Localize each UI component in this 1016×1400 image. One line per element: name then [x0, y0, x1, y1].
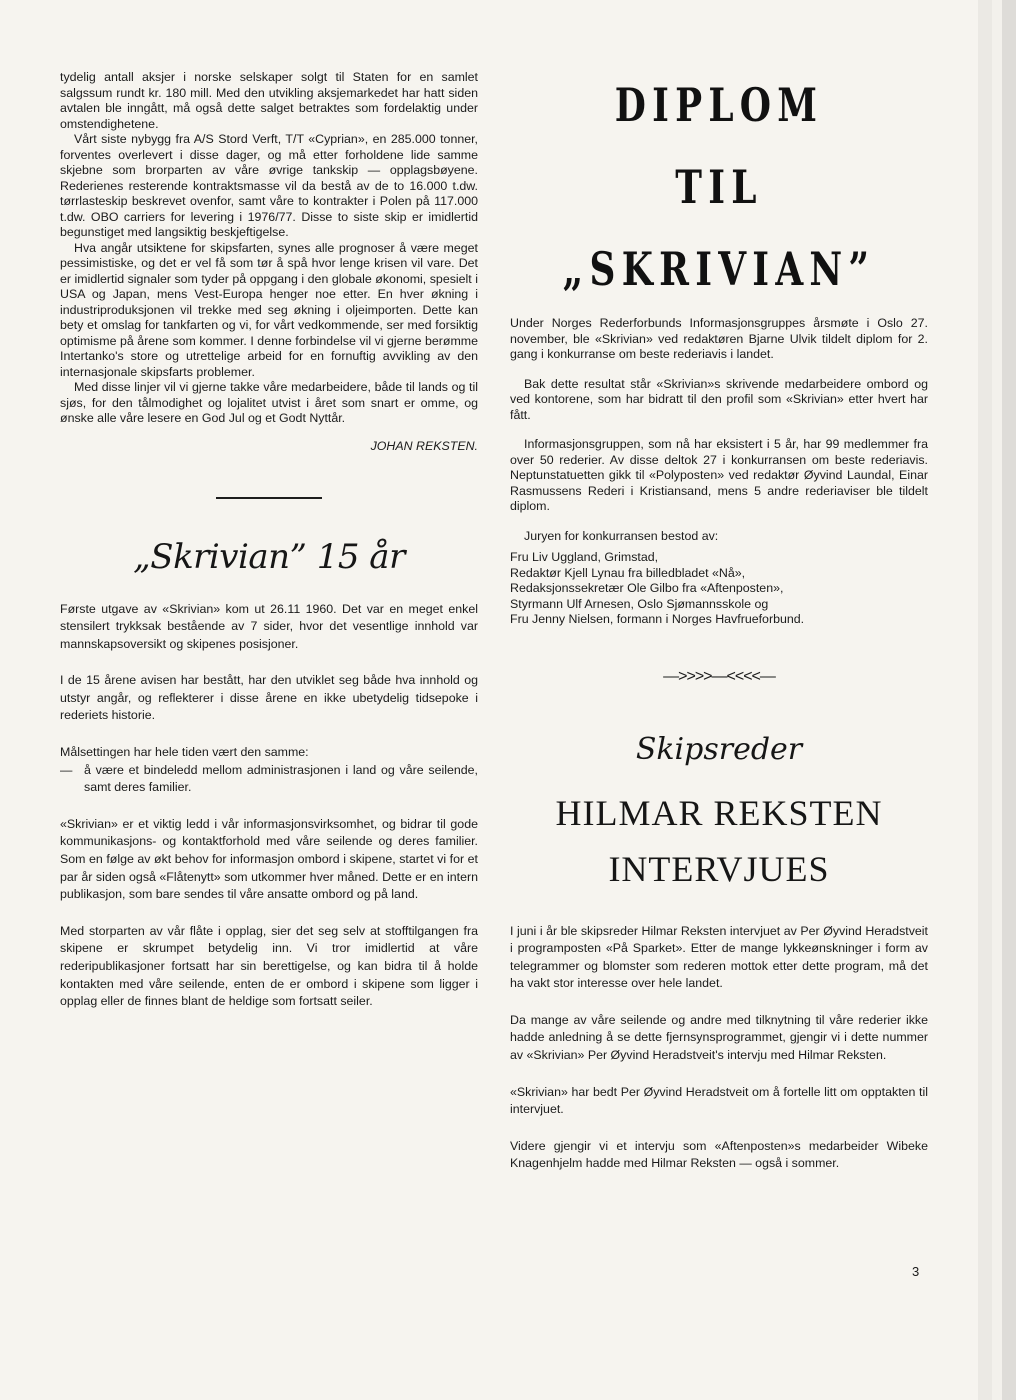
- intro-paragraph: tydelig antall aksjer i norske selskaper solgt til Staten for en samlet salgssum rundt kr. 180 mill. Med den utvikling aksjemarkedet har hatt siden avtalen ble inngått, må også dette salget betraktes som fordelaktig under omstendighetene.: [60, 70, 478, 131]
- dash-mark: —: [60, 762, 73, 777]
- article-paragraph: I de 15 årene avisen har bestått, har den utviklet seg både hva innhold og utstyr angår, og reflekterer i disse årene en ikke ubetydelig tidsepoke i rederiets historie.: [60, 673, 478, 723]
- page-number: 3: [912, 1264, 920, 1279]
- diplom-paragraph: Informasjonsgruppen, som nå har eksistert i 5 år, har 99 medlemmer fra over 50 rederier. Av disse deltok 27 i konkurransen om beste rederiavis. Neptunstatuetten gikk til «Polyposten» ved redaktør Øyvind Laundal, Einar Rasmussens Rederi i Kristiansand, mens 5 andre rederiaviser ble tildelt diplom.: [510, 437, 928, 513]
- intro-paragraph: Vårt siste nybygg fra A/S Stord Verft, T/T «Cyprian», en 285.000 tonner, forventes overlevert i disse dager, og må etter forholdene lide samme skjebne som brorparten av våre øvrige tankskip — opplagsbøyene. Rederienes resterende kontraktsmasse vil da bestå av de to 16.000 t.dw. tørrlasteskip beskrevet ovenfor, samt våre to kontrakter i Polen på 117.000 t.dw. OBO carriers for levering i 1976/77. Disse to siste skip er imidlertid begunstiget med langsiktig beskjeftigelse.: [60, 132, 478, 239]
- article-dash-item: [60, 762, 478, 797]
- interview-subhead: Skipsreder: [635, 731, 803, 767]
- diplom-title-line: TIL: [675, 160, 763, 214]
- page-edge: [992, 0, 1002, 1400]
- intro-letter: [60, 70, 478, 427]
- interview-paragraph: Videre gjengir vi et intervju som «Aftenposten»s medarbeider Wibeke Knagenhjelm hadde med Hilmar Reksten — også i sommer.: [510, 1138, 928, 1171]
- interview-headline: [510, 785, 928, 897]
- jury-member: Redaksjonssekretær Ole Gilbo fra «Aftenposten»,: [510, 581, 784, 595]
- intro-paragraph: Hva angår utsiktene for skipsfarten, synes alle prognoser å være meget pessimistiske, og det er vel få som tør å spå hvor lenge krisen vil vare. Det er imidlertid signaler som tyder på oppgang i den globale økonomi, spesielt i USA og Japan, mens Vest-Europa henger noe etter. En hver økning i industriproduksjonen vil trekke med seg økning i oljeimporten. Dette kan bety et omslag for tankfarten og vi, for vårt vedkommende, ser med forsiktig optimisme på årene som kommer. I denne forbindelse vil vi gjerne berømme Intertanko's store og utrettelige arbeid for en fornuftig avvikling av den internasjonale skipsfarts problemer.: [60, 240, 478, 379]
- intro-paragraph: Med disse linjer vil vi gjerne takke våre medarbeidere, både til lands og til sjøs, for den tålmodighet og lojalitet utvist i året som snart er omme, og ønske alle våre lesere en God Jul og et Godt Nyttår.: [60, 380, 478, 425]
- right-column: [510, 70, 928, 1173]
- jury-member: Fru Liv Uggland, Grimstad,: [510, 550, 659, 564]
- article-paragraph: Første utgave av «Skrivian» kom ut 26.11 1960. Det var en meget enkel stensilert trykksak bestående av 7 sider, hvor det vesentlige innhold var mannskapsoversikt og skipenes posisjoner.: [60, 601, 478, 651]
- interview-headline-line: INTERVJUES: [608, 848, 830, 889]
- jury-member: Styrmann Ulf Arnesen, Oslo Sjømannsskole og: [510, 596, 769, 611]
- article-paragraph: Med storparten av vår flåte i opplag, sier det seg selv at stofftilgangen fra skipene er skrumpet betydelig inn. Vi tror imidlertid at våre rederipublikasjoner fortsatt har sin berettigelse, og kan bidra til å holde kontakten med våre seilende, enten de er ombord i skipene som ligger i opplag eller de finnes blant de heldige som fortsatt seiler.: [60, 923, 478, 1009]
- jury-member: Redaktør Kjell Lynau fra billedbladet «Nå»,: [510, 565, 746, 580]
- dash-item-text: å være et bindeledd mellom administrasjonen i land og våre seilende, samt deres familier.: [84, 762, 478, 795]
- section-divider: [216, 497, 322, 499]
- article-paragraph: «Skrivian» er et viktig ledd i vår informasjonsvirksomhet, og bidrar til gode kommunikasjons- og kontaktforhold med våre seilende og deres familier. Som en følge av økt behov for informasjon ombord i skipene, startet vi for et par år siden også «Flåtenytt» som utkommer hver måned. Dette er en intern publikasjon, som bare sendes til våre ansatte ombord og på land.: [60, 816, 478, 902]
- diplom-paragraph: Under Norges Rederforbunds Informasjonsgruppes årsmøte i Oslo 27. november, ble «Skrivian» ved redaktøren Bjarne Ulvik tildelt diplom for 2. gang i konkurranse om beste rederiavis i landet.: [510, 316, 928, 361]
- diplom-title: [510, 70, 928, 304]
- article-paragraph: Målsettingen har hele tiden vært den samme:: [60, 745, 309, 760]
- signature: JOHAN REKSTEN.: [370, 438, 478, 453]
- diplom-title-line: DIPLOM: [614, 78, 824, 132]
- page-edge: [978, 0, 992, 1400]
- diplom-paragraph: Bak dette resultat står «Skrivian»s skrivende medarbeidere ombord og ved kontorene, som har bidratt til den profil som «Skrivian» etter hvert har fått.: [510, 376, 928, 422]
- diplom-title-line: „SKRIVIAN”: [562, 242, 876, 296]
- left-column: [60, 70, 478, 1011]
- interview-paragraph: «Skrivian» har bedt Per Øyvind Heradstveit om å fortelle litt om opptakten til intervjuet.: [510, 1084, 928, 1117]
- ornament-divider: —>>>>—<<<<—: [663, 667, 775, 685]
- jury-intro: Juryen for konkurransen bestod av:: [524, 528, 719, 543]
- interview-headline-line: HILMAR REKSTEN: [555, 792, 883, 833]
- page-edge: [1002, 0, 1016, 1400]
- jury-member: Fru Jenny Nielsen, formann i Norges Havfrueforbund.: [510, 612, 805, 626]
- interview-paragraph: I juni i år ble skipsreder Hilmar Reksten intervjuet av Per Øyvind Heradstveit i programposten «På Sparket». Etter de mange lykkeønskninger i form av telegrammer og blomster som rederen mottok etter dette program, må det ha vakt stor interesse over hele landet.: [510, 923, 928, 991]
- interview-paragraph: Da mange av våre seilende og andre med tilknytning til våre rederier ikke hadde anledning å se dette fjernsynsprogrammet, gjengir vi i dette nummer av «Skrivian» Per Øyvind Heradstveit's intervju med Hilmar Reksten.: [510, 1012, 928, 1063]
- article-title: „Skrivian” 15 år: [133, 536, 405, 577]
- jury-list: [510, 550, 928, 628]
